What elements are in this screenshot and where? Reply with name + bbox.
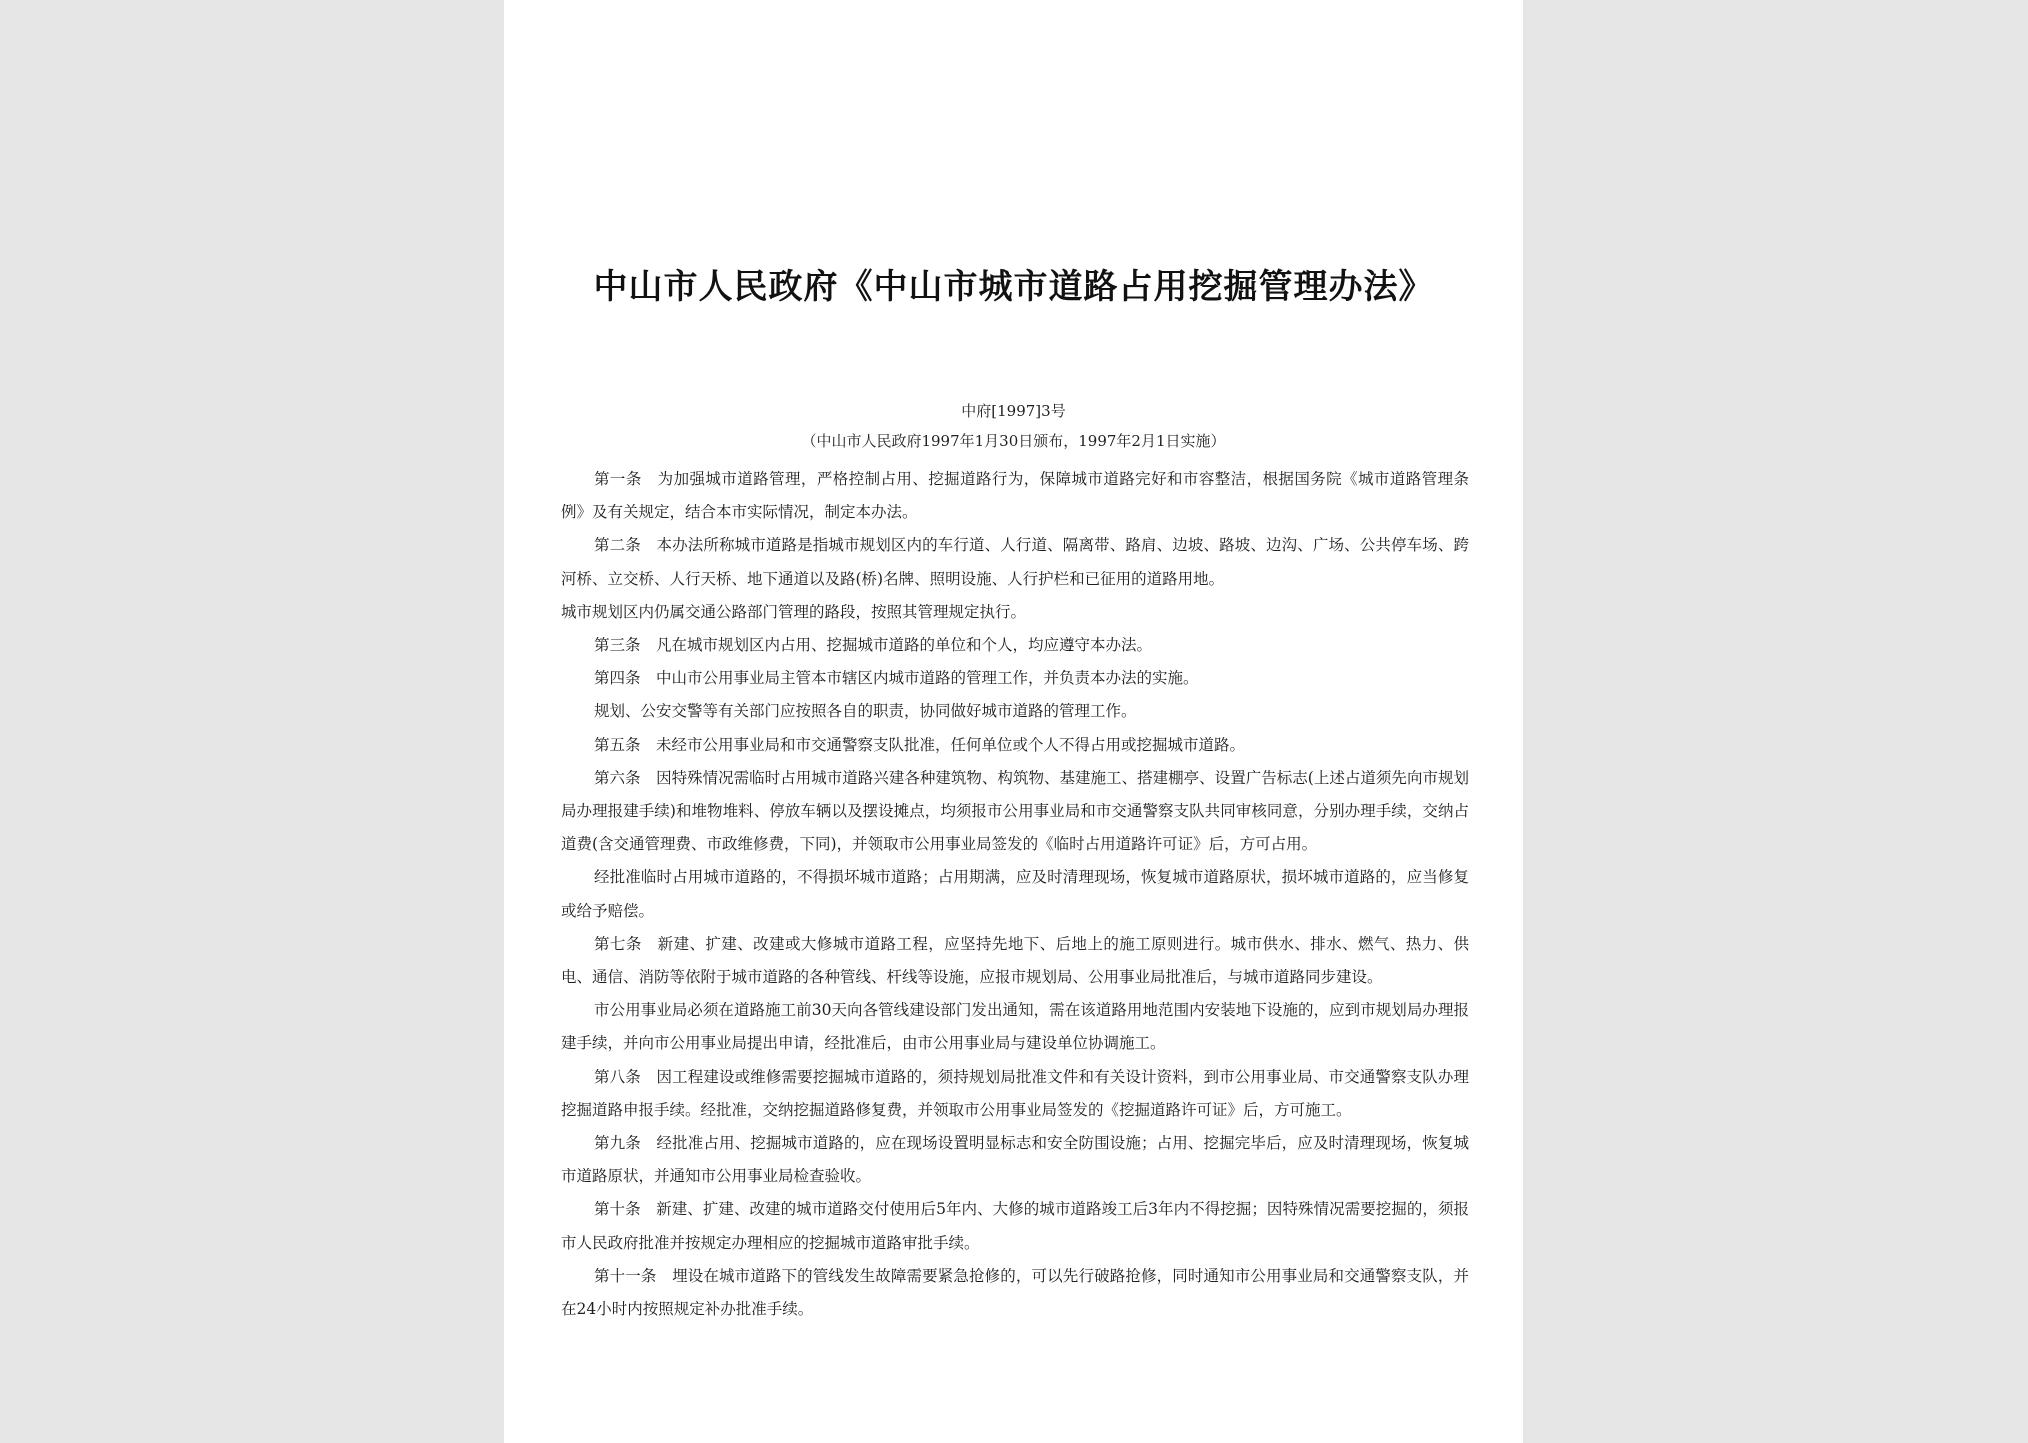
- article-paragraph: 第五条 未经市公用事业局和市交通警察支队批准，任何单位或个人不得占用或挖掘城市道路。: [594, 735, 1246, 754]
- article-paragraph: 第三条 凡在城市规划区内占用、挖掘城市道路的单位和个人，均应遵守本办法。: [594, 636, 1153, 655]
- article-paragraph: 第一条 为加强城市道路管理，严格控制占用、挖掘道路行为，保障城市道路完好和市容整洁，根据国务院《城市道路管理条例》及有关规定，结合本市实际情况，制定本办法。: [561, 470, 1469, 522]
- article-paragraph: 经批准临时占用城市道路的，不得损坏城市道路；占用期满，应及时清理现场，恢复城市道路原状，损坏城市道路的，应当修复或给予赔偿。: [561, 868, 1469, 920]
- article-paragraph: 第六条 因特殊情况需临时占用城市道路兴建各种建筑物、构筑物、基建施工、搭建棚亭、设置广告标志(上述占道须先向市规划局办理报建手续)和堆物堆料、停放车辆以及摆设摊点，均须报市公用事业局和市交通警察支队共同审核同意，分别办理手续，交纳占道费(含交通管理费、市政维修费，下同)，并领取市公用事业局签发的《临时占用道路许可证》后，方可占用。: [561, 768, 1469, 854]
- article-paragraph: 第四条 中山市公用事业局主管本市辖区内城市道路的管理工作，并负责本办法的实施。: [594, 669, 1199, 688]
- document-number: 中府[1997]3号: [961, 402, 1066, 420]
- article-paragraph: 第七条 新建、扩建、改建或大修城市道路工程，应坚持先地下、后地上的施工原则进行。城市供水、排水、燃气、热力、供电、通信、消防等依附于城市道路的各种管线、杆线等设施，应报市规划局、公用事业局批准后，与城市道路同步建设。: [561, 934, 1469, 987]
- article-paragraph: 第十一条 埋设在城市道路下的管线发生故障需要紧急抢修的，可以先行破路抢修，同时通知市公用事业局和交通警察支队，并在24小时内按照规定补办批准手续。: [561, 1266, 1469, 1319]
- document-title: 中山市人民政府《中山市城市道路占用挖掘管理办法》: [593, 267, 1434, 307]
- document-page: [504, 0, 1523, 1443]
- article-paragraph: 市公用事业局必须在道路施工前30天向各管线建设部门发出通知，需在该道路用地范围内安装地下设施的，应到市规划局办理报建手续，并向市公用事业局提出申请，经批准后，由市公用事业局与建设单位协调施工。: [561, 1001, 1469, 1053]
- document-body: [561, 463, 1469, 1326]
- issue-date-note: （中山市人民政府1997年1月30日颁布，1997年2月1日实施）: [801, 432, 1226, 450]
- article-paragraph: 规划、公安交警等有关部门应按照各自的职责，协同做好城市道路的管理工作。: [594, 702, 1137, 721]
- article-paragraph: 第八条 因工程建设或维修需要挖掘城市道路的，须持规划局批准文件和有关设计资料，到市公用事业局、市交通警察支队办理挖掘道路申报手续。经批准，交纳挖掘道路修复费，并领取市公用事业局签发的《挖掘道路许可证》后，方可施工。: [561, 1067, 1469, 1119]
- article-paragraph: 第二条 本办法所称城市道路是指城市规划区内的车行道、人行道、隔离带、路肩、边坡、路坡、边沟、广场、公共停车场、跨河桥、立交桥、人行天桥、地下通道以及路(桥)名牌、照明设施、人行护栏和已征用的道路用地。: [561, 536, 1469, 588]
- article-paragraph: 第十条 新建、扩建、改建的城市道路交付使用后5年内、大修的城市道路竣工后3年内不得挖掘；因特殊情况需要挖掘的，须报市人民政府批准并按规定办理相应的挖掘城市道路审批手续。: [561, 1200, 1469, 1252]
- article-paragraph: 第九条 经批准占用、挖掘城市道路的，应在现场设置明显标志和安全防围设施；占用、挖掘完毕后，应及时清理现场，恢复城市道路原状，并通知市公用事业局检查验收。: [561, 1134, 1469, 1186]
- article-paragraph: 城市规划区内仍属交通公路部门管理的路段，按照其管理规定执行。: [561, 602, 1027, 621]
